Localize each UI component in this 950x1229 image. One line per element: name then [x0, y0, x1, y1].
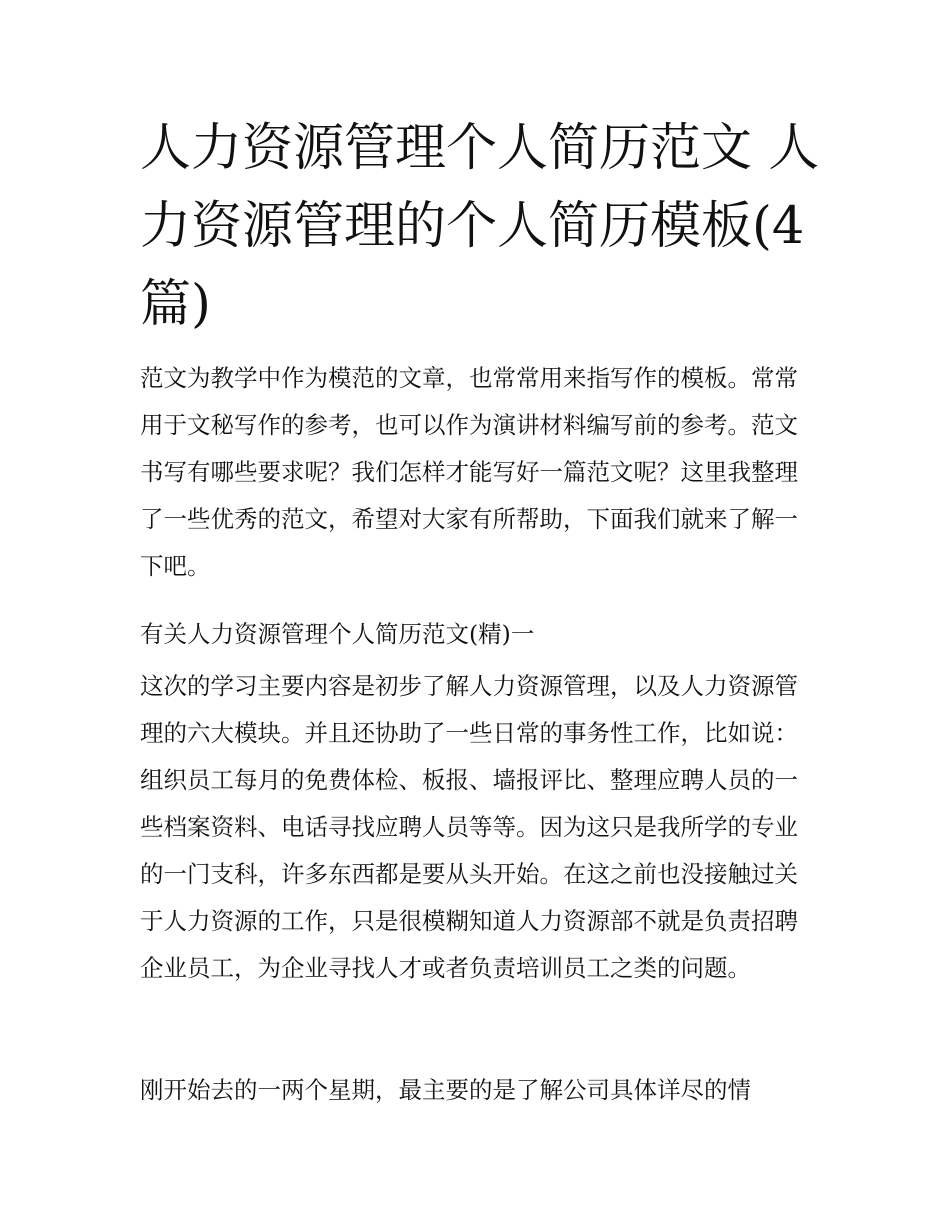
intro-paragraph: 范文为教学中作为模范的文章，也常常用来指写作的模板。常常用于文秘写作的参考，也可以作为演讲材料编写前的参考。范文书写有哪些要求呢？我们怎样才能写好一篇范文呢？这里我整理了一些优秀的范文，希望对大家有所帮助，下面我们就来了解一下吧。 [140, 364, 798, 580]
section-heading: 有关人力资源管理个人简历范文(精)一 [140, 620, 535, 648]
body-paragraph: 这次的学习主要内容是初步了解人力资源管理，以及人力资源管理的六大模块。并且还协助了一些日常的事务性工作，比如说：组织员工每月的免费体检、板报、墙报评比、整理应聘人员的一些档案资料、电话寻找应聘人员等等。因为这只是我所学的专业的一门支科，许多东西都是要从头开始。在这之前也没接触过关于人力资源的工作，只是很模糊知道人力资源部不就是负责招聘企业员工，为企业寻找人才或者负责培训员工之类的问题。 [140, 672, 798, 982]
document-title: 人力资源管理个人简历范文 人力资源管理的个人简历模板(4篇) [140, 119, 820, 334]
body-paragraph: 刚开始去的一两个星期，最主要的是了解公司具体详尽的情 [140, 1076, 751, 1104]
